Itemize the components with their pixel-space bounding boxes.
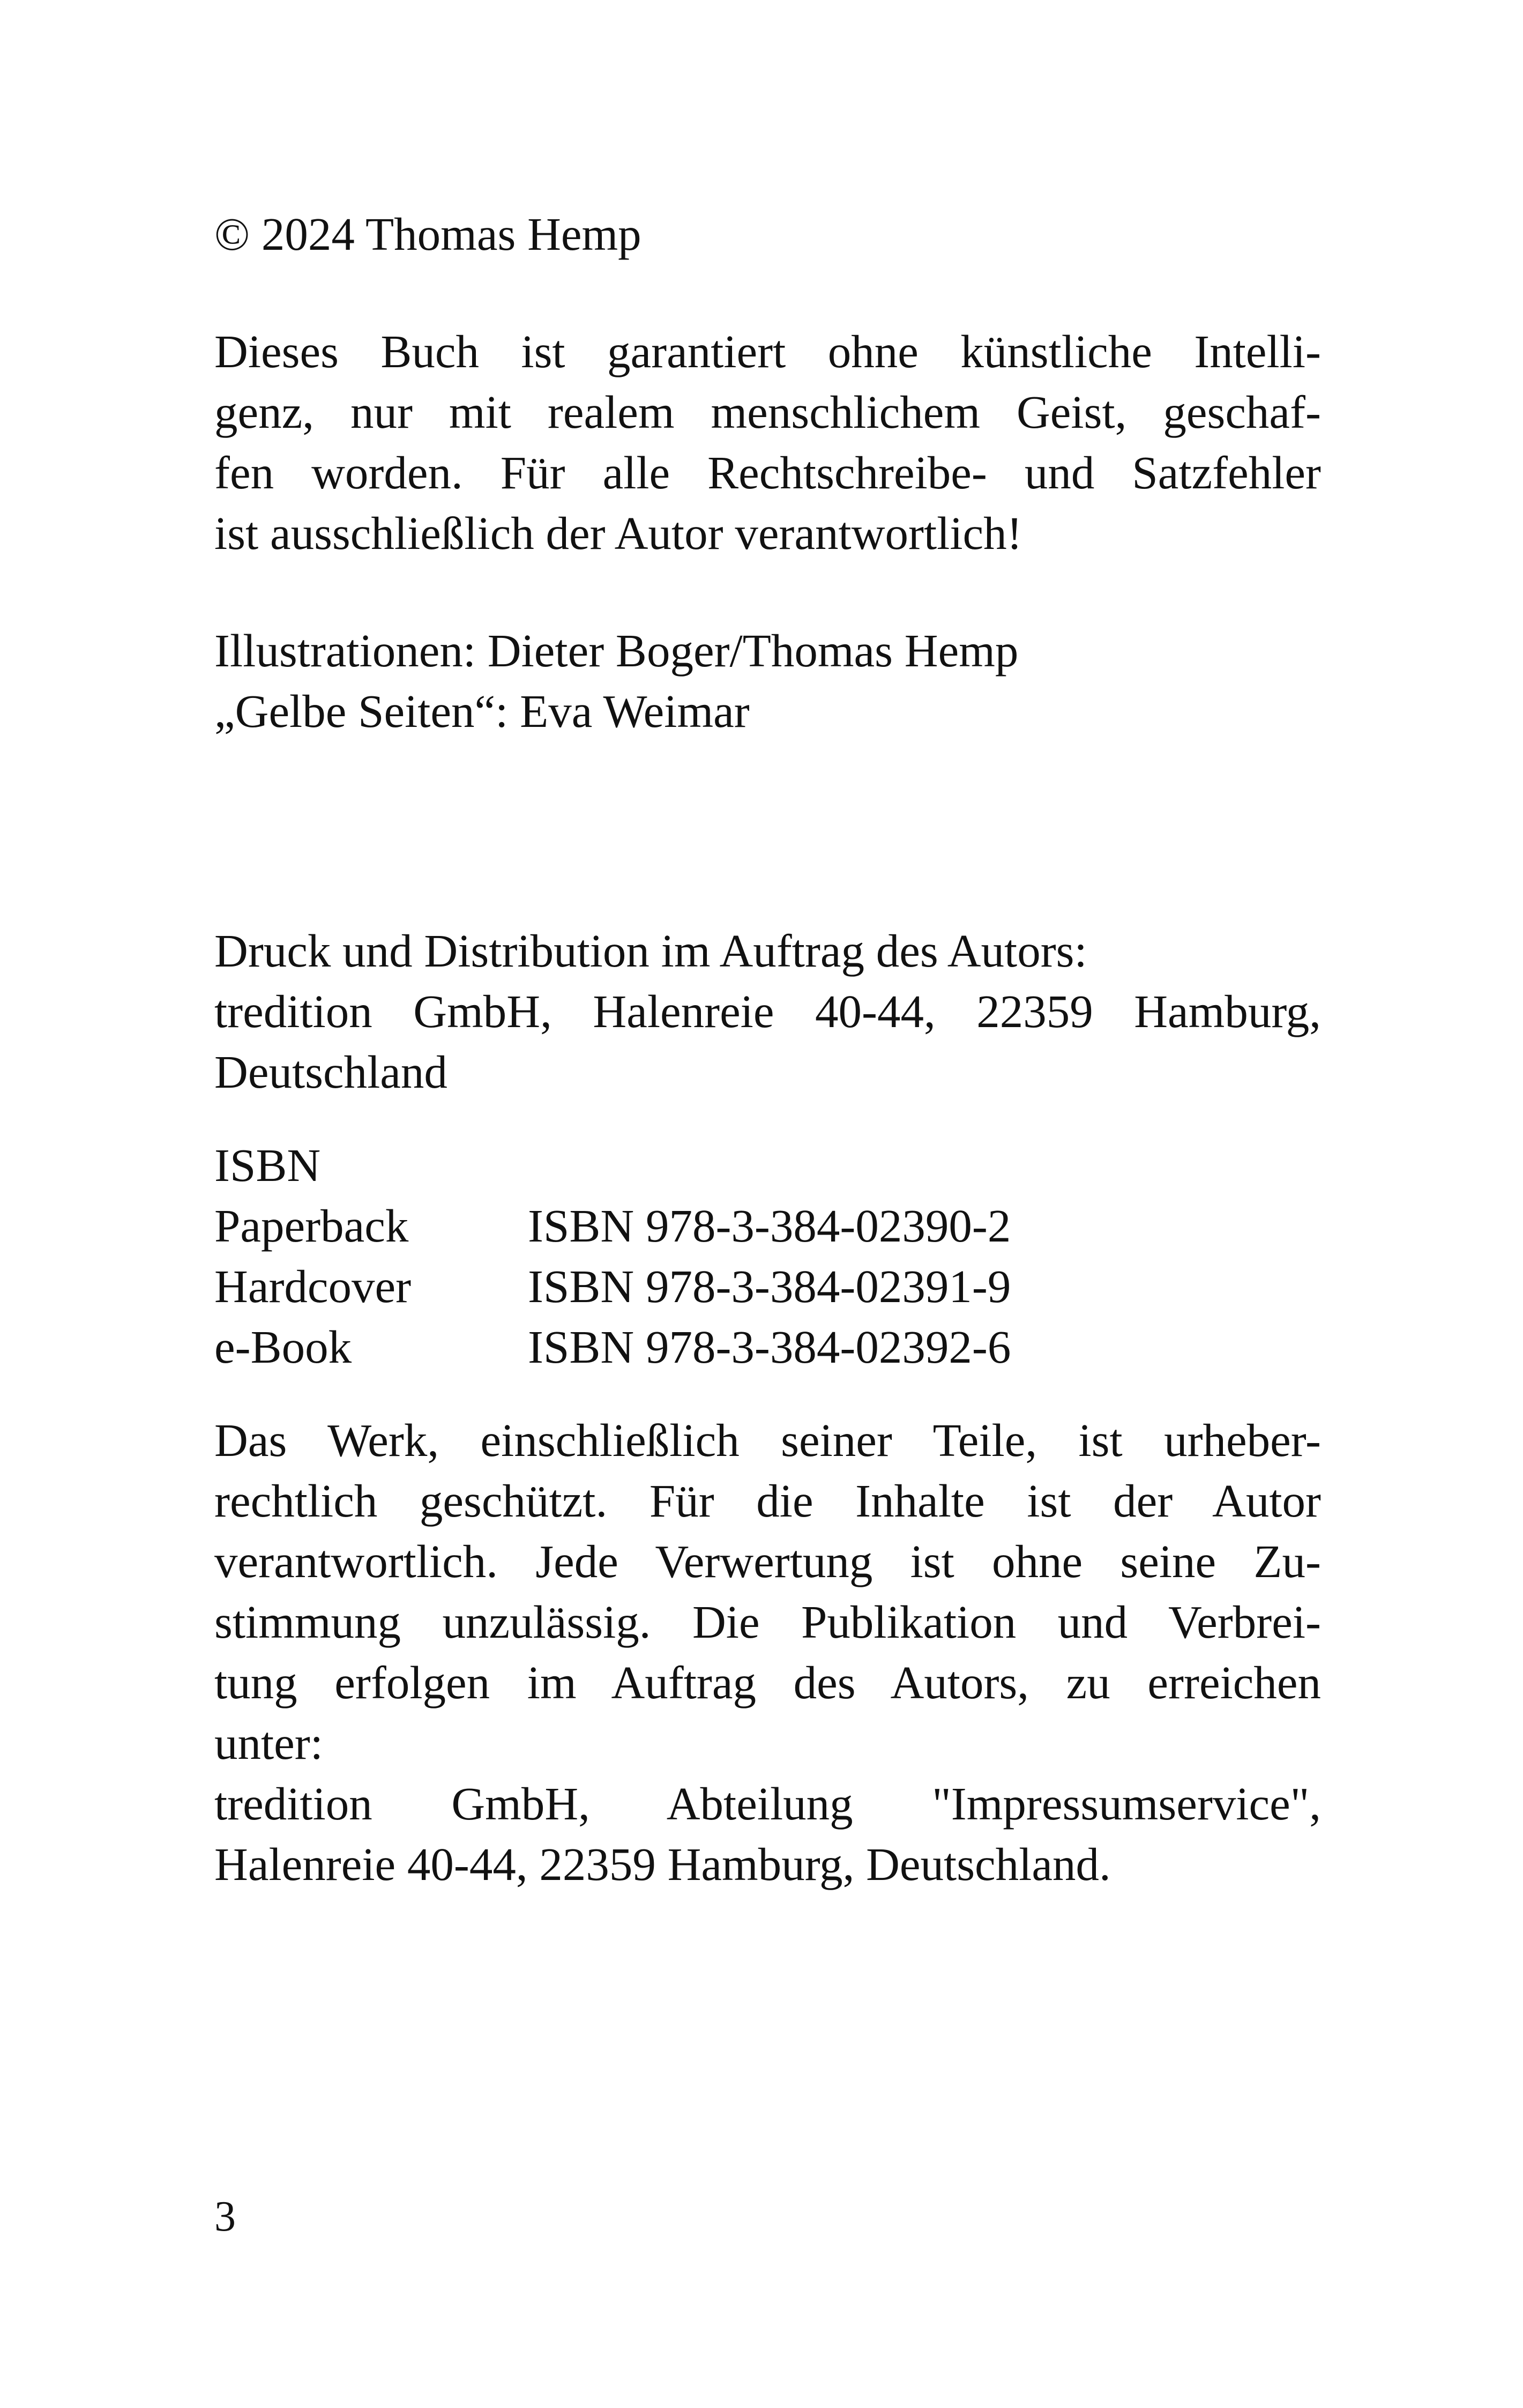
disclaimer-line: Dieses Buch ist garantiert ohne künstliche Intelli- — [214, 325, 1321, 377]
credits — [214, 620, 1321, 741]
legal-line: Halenreie 40-44, 22359 Hamburg, Deutschland. — [214, 1838, 1111, 1890]
imprint-page — [214, 204, 1321, 1894]
printing-line: tredition GmbH, Halenreie 40-44, 22359 Hamburg, — [214, 985, 1321, 1037]
yellow-pages-credit: „Gelbe Seiten“: Eva Weimar — [214, 685, 750, 737]
legal-line: stimmung unzulässig. Die Publikation und Verbrei- — [214, 1596, 1321, 1648]
isbn-number: ISBN 978-3-384-02391-9 — [528, 1260, 1011, 1312]
copyright-line: © 2024 Thomas Hemp — [214, 208, 641, 260]
illustrations-credit: Illustrationen: Dieter Boger/Thomas Hemp — [214, 625, 1019, 677]
printing-line: Deutschland — [214, 1046, 447, 1098]
isbn-row-hardcover — [214, 1256, 1321, 1317]
disclaimer-line: genz, nur mit realem menschlichem Geist, geschaf- — [214, 386, 1321, 438]
isbn-row-ebook — [214, 1317, 1321, 1377]
legal-line: tung erfolgen im Auftrag des Autors, zu erreichen — [214, 1656, 1321, 1708]
legal-line: Das Werk, einschließlich seiner Teile, ist urheber- — [214, 1414, 1321, 1466]
ai-disclaimer — [214, 321, 1321, 563]
legal-line: tredition GmbH, Abteilung "Impressumservice", — [214, 1778, 1321, 1830]
disclaimer-line: fen worden. Für alle Rechtschreibe- und Satzfehler — [214, 447, 1321, 499]
isbn-heading: ISBN — [214, 1139, 321, 1191]
isbn-format: Paperback — [214, 1200, 409, 1252]
copyright-notice — [214, 204, 1321, 264]
legal-line: verantwortlich. Jede Verwertung ist ohne seine Zu- — [214, 1535, 1321, 1587]
isbn-format: Hardcover — [214, 1260, 412, 1312]
page-number: 3 — [214, 2193, 236, 2240]
legal-notice — [214, 1410, 1321, 1894]
printing-line: Druck und Distribution im Auftrag des Autors: — [214, 925, 1087, 977]
isbn-number: ISBN 978-3-384-02392-6 — [528, 1321, 1011, 1373]
legal-line: rechtlich geschützt. Für die Inhalte ist der Autor — [214, 1475, 1321, 1527]
legal-line: unter: — [214, 1717, 323, 1769]
isbn-row-paperback — [214, 1195, 1321, 1256]
isbn-section — [214, 1135, 1321, 1377]
isbn-format: e-Book — [214, 1321, 352, 1373]
isbn-number: ISBN 978-3-384-02390-2 — [528, 1200, 1011, 1252]
disclaimer-line: ist ausschließlich der Autor verantwortlich! — [214, 507, 1022, 559]
printing-info — [214, 920, 1321, 1102]
